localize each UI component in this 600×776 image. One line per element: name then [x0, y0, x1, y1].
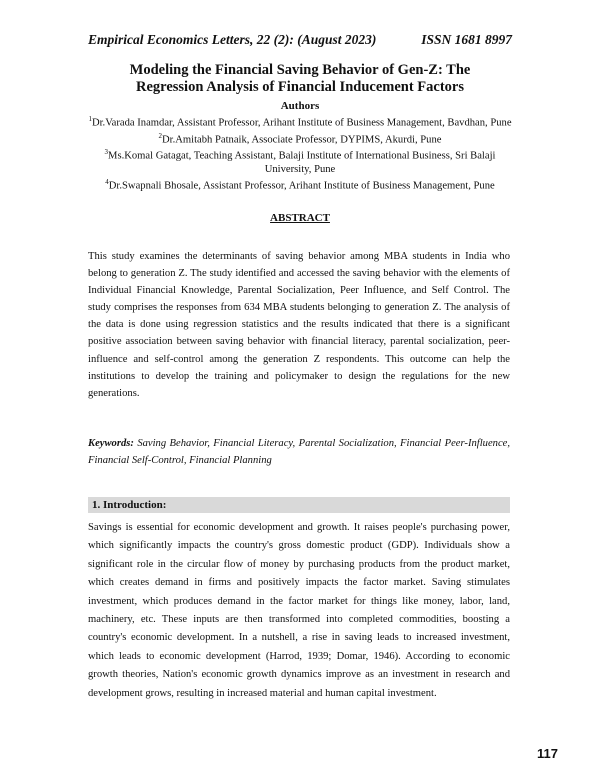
- title-line-1: Modeling the Financial Saving Behavior of Gen-Z: The: [129, 62, 471, 78]
- author-4-text: Dr.Swapnali Bhosale, Assistant Professor, Arihant Institute of Business Management, Pune: [108, 180, 495, 192]
- author-2-text: Dr.Amitabh Patnaik, Associate Professor, DYPIMS, Akurdi, Pune: [162, 134, 442, 146]
- keywords-text: Saving Behavior, Financial Literacy, Parental Socialization, Financial Peer-Influence, Financial Self-Control, Financial Planning: [88, 438, 510, 467]
- abstract-heading: ABSTRACT: [270, 212, 330, 224]
- author-3-text: Ms.Komal Gatagat, Teaching Assistant, Balaji Institute of International Business, Sri Balaji University, Pune: [108, 151, 496, 176]
- running-header: [88, 32, 512, 48]
- author-2: [88, 130, 512, 147]
- authors-heading: Authors: [280, 100, 320, 112]
- author-4: [88, 176, 512, 193]
- section-heading-bar: [88, 497, 510, 513]
- paper-title: [88, 62, 512, 96]
- author-3: [88, 146, 512, 176]
- abstract-text: This study examines the determinants of saving behavior among MBA students in India who belong to generation Z. The study identified and accessed the saving behavior with the elements of Individual Financial Knowledge, Parental Socialization, Peer Influence, and Self Control. The study comprises the responses from 634 MBA students belonging to generation Z. The analysis of the data is done using regression statistics and the results indicated that there is a significant positive association between saving behavior with financial literacy, parental socialization, peer-influence and self-control among the generation Z respondents. This outcome can help the institutions to develop the training and policymaker to design the regulations for the new generations.: [88, 251, 510, 399]
- section-title: 1. Introduction:: [92, 499, 167, 511]
- title-line-2: Regression Analysis of Financial Inducement Factors: [136, 79, 464, 95]
- author-3-number: 3: [104, 148, 109, 157]
- author-1-number: 1: [88, 115, 92, 123]
- author-1: [88, 113, 512, 130]
- keywords: [88, 435, 510, 469]
- author-2-number: 2: [158, 131, 163, 140]
- page-number: 117: [537, 746, 558, 761]
- author-4-number: 4: [105, 178, 109, 187]
- author-1-text: Dr.Varada Inamdar, Assistant Professor, Arihant Institute of Business Management, Bavdhan, Pune: [91, 117, 512, 129]
- issn: ISSN 1681 8997: [421, 32, 512, 47]
- author-list: [88, 113, 512, 193]
- introduction-text: Savings is essential for economic development and growth. It raises people's purchasing power, which significantly impacts the country's gross domestic product (GDP). Individuals show a significant role in the circular flow of money by purchasing products from the product market, which creates demand in firms and positively impacts the factor market. Saving stimulates investment, which produces demand in the factor market for things like money, labor, land, machinery, etc. These inputs are then transformed into completed commodities, boosting a country's economic development. In a nutshell, a rise in saving leads to increased investment, which leads to economic development (Harrod, 1939; Domar, 1946). According to economic growth theories, Nation's economic growth dynamics improve as an investment in research and development grows, resulting in increased material and human capital investment.: [88, 522, 510, 699]
- journal-citation: Empirical Economics Letters, 22 (2): (August 2023): [88, 32, 377, 47]
- keywords-label: Keywords:: [88, 438, 134, 449]
